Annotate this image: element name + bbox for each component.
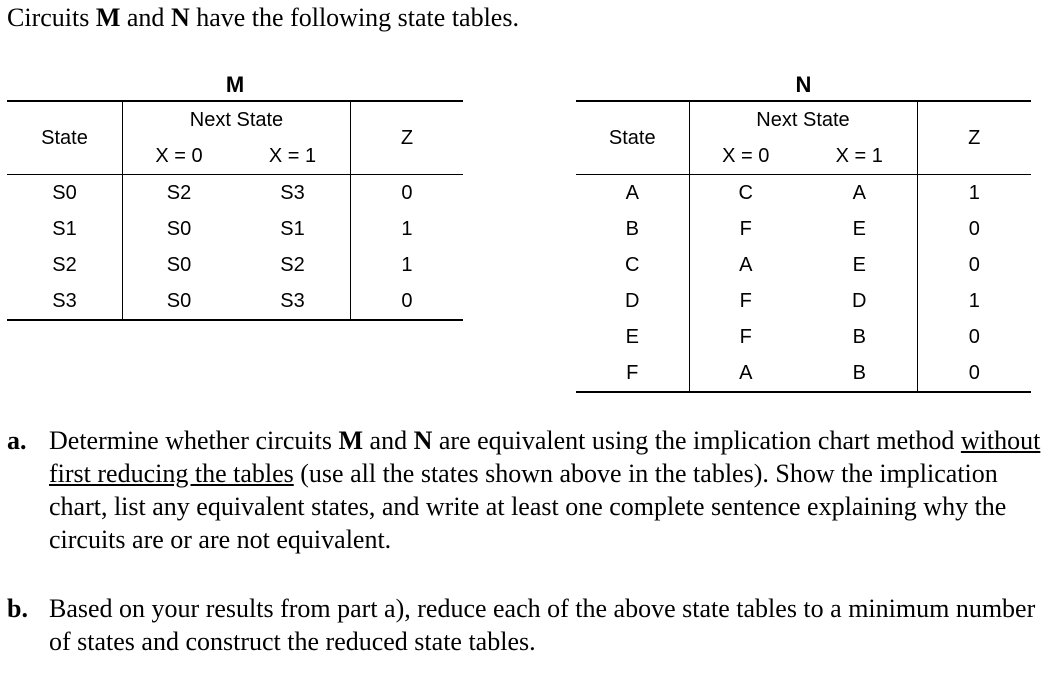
cell-next-x0: F — [739, 325, 752, 348]
cell-next-x1: E — [802, 211, 917, 247]
question-a — [7, 424, 1047, 556]
intro-circuit-n: N — [170, 3, 190, 32]
table-row — [576, 175, 1031, 212]
cell-next-x0: S0 — [166, 253, 192, 276]
question-a-text-part: and — [363, 426, 414, 455]
table-row — [576, 247, 1031, 283]
cell-state: S3 — [7, 283, 123, 320]
cell-next-x0: C — [738, 181, 753, 204]
cell-next-x1: B — [802, 355, 917, 392]
question-b-label: b. — [7, 594, 28, 623]
question-a-underlined-text: without first reducing the tables — [49, 426, 1041, 488]
cell-next-x0: A — [739, 253, 753, 276]
question-a-circuit-n: N — [413, 426, 433, 455]
table-n-grid — [576, 100, 1031, 393]
cell-next-x1: S2 — [235, 247, 351, 283]
cell-next-x0: S2 — [166, 181, 192, 204]
table-m-title: M — [225, 72, 245, 97]
cell-state: S2 — [7, 247, 123, 283]
table-m-grid — [7, 100, 463, 321]
table-row — [576, 211, 1031, 247]
header-x1: X = 1 — [235, 138, 351, 175]
table-row — [576, 355, 1031, 392]
cell-output-z: 1 — [968, 181, 980, 204]
cell-next-x0: S0 — [166, 217, 192, 240]
cell-next-x1: E — [802, 247, 917, 283]
cell-state: F — [576, 355, 689, 392]
intro-circuit-m: M — [95, 3, 121, 32]
intro-sentence — [7, 2, 519, 34]
cell-next-x1: S3 — [235, 175, 351, 212]
state-table-m — [7, 70, 463, 321]
header-z: Z — [400, 126, 414, 149]
cell-output-z: 1 — [401, 253, 413, 276]
cell-next-x0: S0 — [166, 289, 192, 312]
table-row — [7, 283, 463, 320]
question-a-label: a. — [7, 426, 27, 455]
question-a-text-part: Determine whether circuits — [49, 426, 339, 455]
question-a-text-part: (use all the states shown above in the tables). Show the implication chart, list any equivalent states, and write at least one complete sentence explaining why the circuits are or are not equivalent. — [49, 459, 1007, 554]
cell-next-x1: B — [802, 319, 917, 355]
header-x1: X = 1 — [802, 138, 917, 175]
cell-output-z: 0 — [968, 361, 980, 384]
header-next-state: Next State — [689, 101, 917, 138]
intro-text: Circuits — [7, 3, 96, 32]
question-a-text-part: are equivalent using the implication chart method — [432, 426, 961, 455]
cell-next-x0: F — [739, 289, 752, 312]
table-row — [7, 175, 463, 212]
cell-output-z: 0 — [401, 181, 413, 204]
cell-output-z: 0 — [968, 217, 980, 240]
cell-next-x0: A — [739, 361, 753, 384]
table-n-title: N — [795, 72, 812, 97]
cell-state: E — [576, 319, 689, 355]
cell-state: S1 — [7, 211, 123, 247]
header-state: State — [7, 101, 123, 175]
cell-output-z: 0 — [401, 289, 413, 312]
question-b-text: Based on your results from part a), reduce each of the above state tables to a minimum number of states and construct the reduced state tables. — [49, 594, 1036, 656]
cell-output-z: 1 — [968, 289, 980, 312]
intro-text: have the following state tables. — [189, 3, 519, 32]
cell-state: A — [576, 175, 689, 212]
cell-state: D — [576, 283, 689, 319]
cell-state: B — [576, 211, 689, 247]
header-x0: X = 0 — [722, 144, 770, 167]
header-z: Z — [968, 126, 981, 149]
intro-text: and — [120, 3, 171, 32]
cell-next-x1: S3 — [235, 283, 351, 320]
header-next-state: Next State — [123, 101, 351, 138]
cell-next-x0: F — [739, 217, 752, 240]
cell-output-z: 0 — [968, 325, 980, 348]
table-row — [576, 283, 1031, 319]
question-a-text — [49, 424, 1047, 556]
table-row — [576, 319, 1031, 355]
cell-state: C — [576, 247, 689, 283]
cell-output-z: 1 — [401, 217, 413, 240]
cell-next-x1: A — [802, 175, 917, 212]
cell-output-z: 0 — [968, 253, 980, 276]
cell-next-x1: D — [802, 283, 917, 319]
cell-state: S0 — [7, 175, 123, 212]
table-row — [7, 211, 463, 247]
header-state: State — [576, 101, 689, 175]
question-b — [7, 592, 1047, 658]
question-a-circuit-m: M — [338, 426, 364, 455]
cell-next-x1: S1 — [235, 211, 351, 247]
state-table-n — [576, 70, 1031, 393]
table-row — [7, 247, 463, 283]
header-x0: X = 0 — [155, 144, 203, 167]
